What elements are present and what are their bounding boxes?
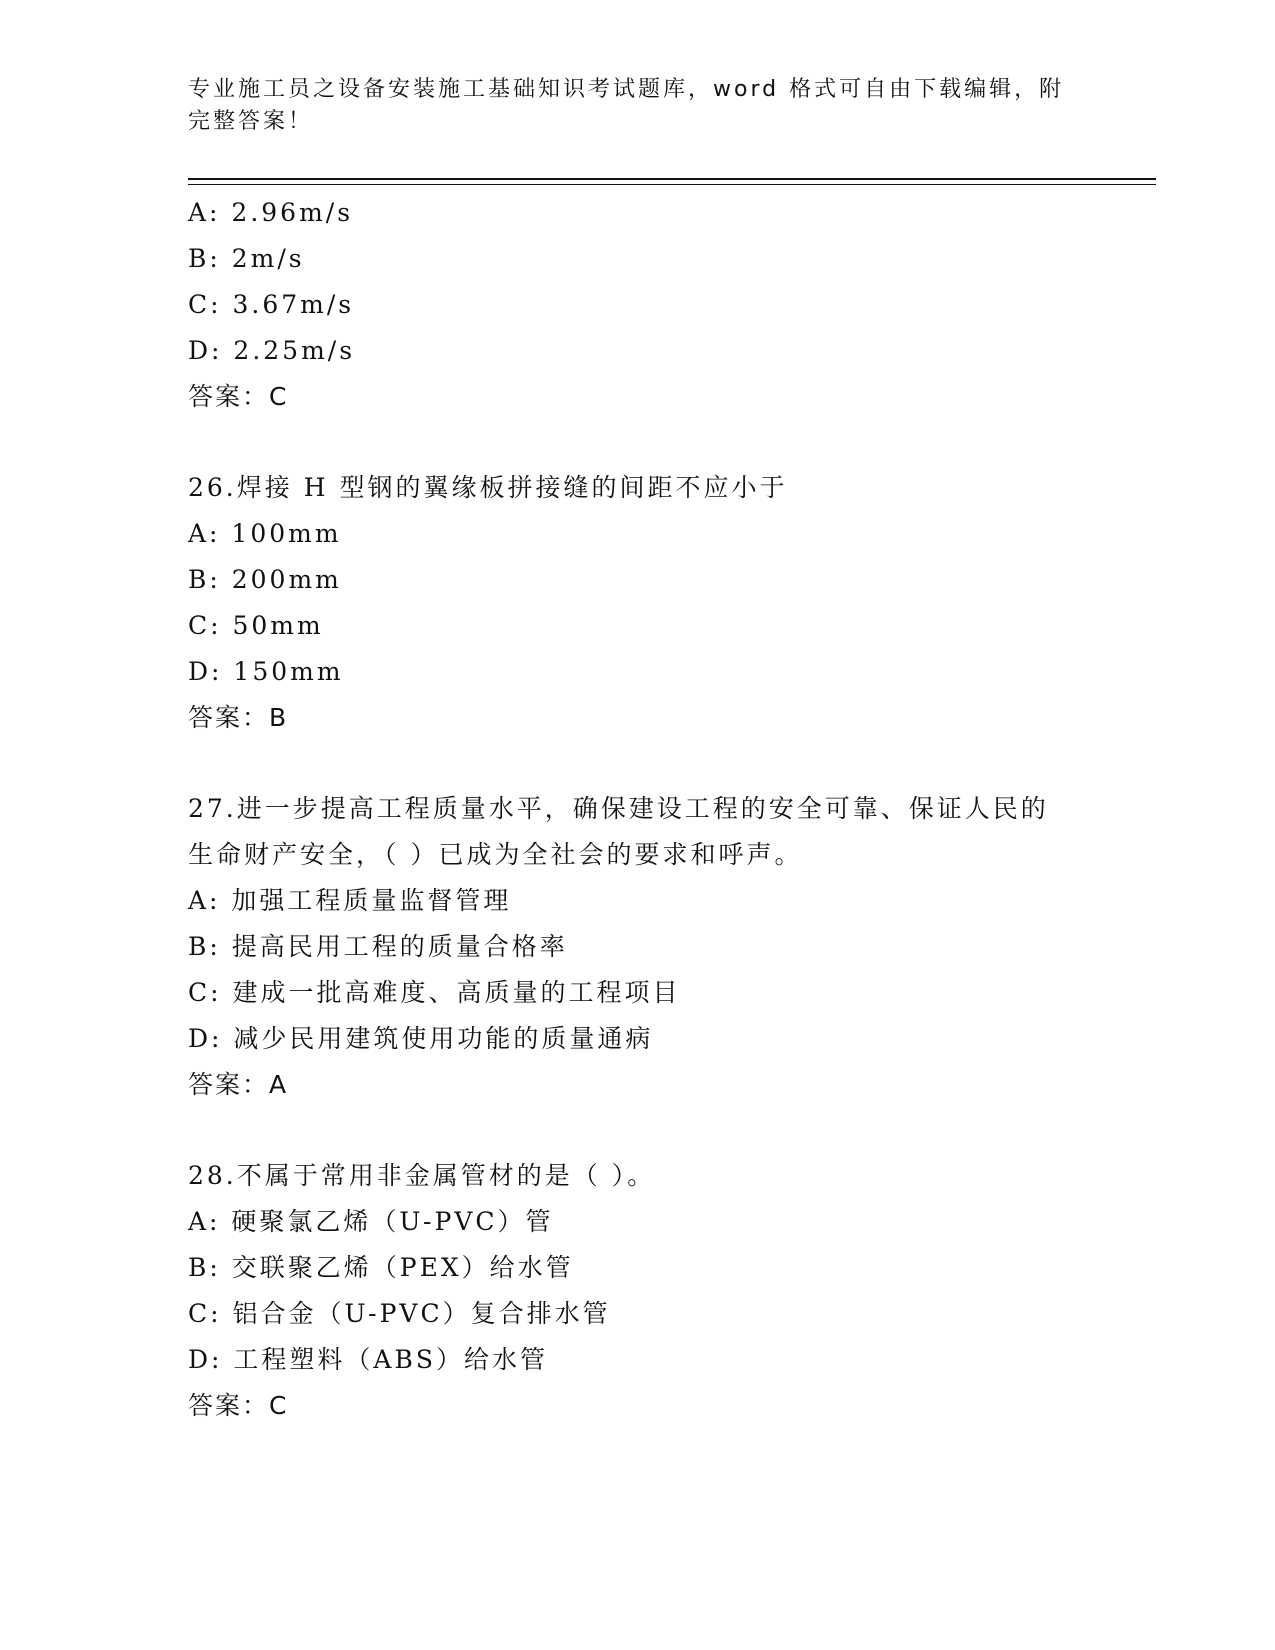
question-27 <box>188 786 1088 1108</box>
option-a: A: 加强工程质量监督管理 <box>188 886 512 915</box>
option-c: C: 铝合金（U-PVC）复合排水管 <box>188 1299 611 1328</box>
question-stem: 28.不属于常用非金属管材的是（ ）。 <box>188 1161 656 1190</box>
spacer <box>188 1108 1088 1153</box>
question-stem: 26.焊接 H 型钢的翼缘板拼接缝的间距不应小于 <box>188 473 788 502</box>
option-d: D: 2.25m/s <box>188 336 356 365</box>
option-a: A: 硬聚氯乙烯（U-PVC）管 <box>188 1207 554 1236</box>
header-rule-thin <box>188 184 1156 185</box>
page-header-text: 专业施工员之设备安装施工基础知识考试题库，word 格式可自由下载编辑，附完整答案！ <box>188 77 1065 134</box>
option-b: B: 2m/s <box>188 244 305 273</box>
option-d: D: 150mm <box>188 657 344 686</box>
answer: 答案：C <box>188 382 289 411</box>
question-stem-line-2: 生命财产安全，（ ）已成为全社会的要求和呼声。 <box>188 840 803 869</box>
answer: 答案：C <box>188 1391 289 1420</box>
option-d: D: 工程塑料（ABS）给水管 <box>188 1345 548 1374</box>
option-b: B: 200mm <box>188 565 342 594</box>
option-b: B: 交联聚乙烯（PEX）给水管 <box>188 1253 574 1282</box>
spacer <box>188 741 1088 786</box>
option-a: A: 100mm <box>188 519 342 548</box>
question-26 <box>188 465 1088 741</box>
option-b: B: 提高民用工程的质量合格率 <box>188 932 568 961</box>
spacer <box>188 420 1088 465</box>
option-c: C: 50mm <box>188 611 324 640</box>
question-28 <box>188 1153 1088 1429</box>
answer: 答案：A <box>188 1070 289 1099</box>
question-25-continued <box>188 190 1088 420</box>
answer: 答案：B <box>188 703 289 732</box>
option-d: D: 减少民用建筑使用功能的质量通病 <box>188 1024 654 1053</box>
question-stem-line-1: 27.进一步提高工程质量水平，确保建设工程的安全可靠、保证人民的 <box>188 794 1049 823</box>
question-list <box>188 190 1088 1429</box>
option-c: C: 建成一批高难度、高质量的工程项目 <box>188 978 681 1007</box>
header-rule-thick <box>188 178 1156 180</box>
option-a: A: 2.96m/s <box>188 198 354 227</box>
option-c: C: 3.67m/s <box>188 290 355 319</box>
